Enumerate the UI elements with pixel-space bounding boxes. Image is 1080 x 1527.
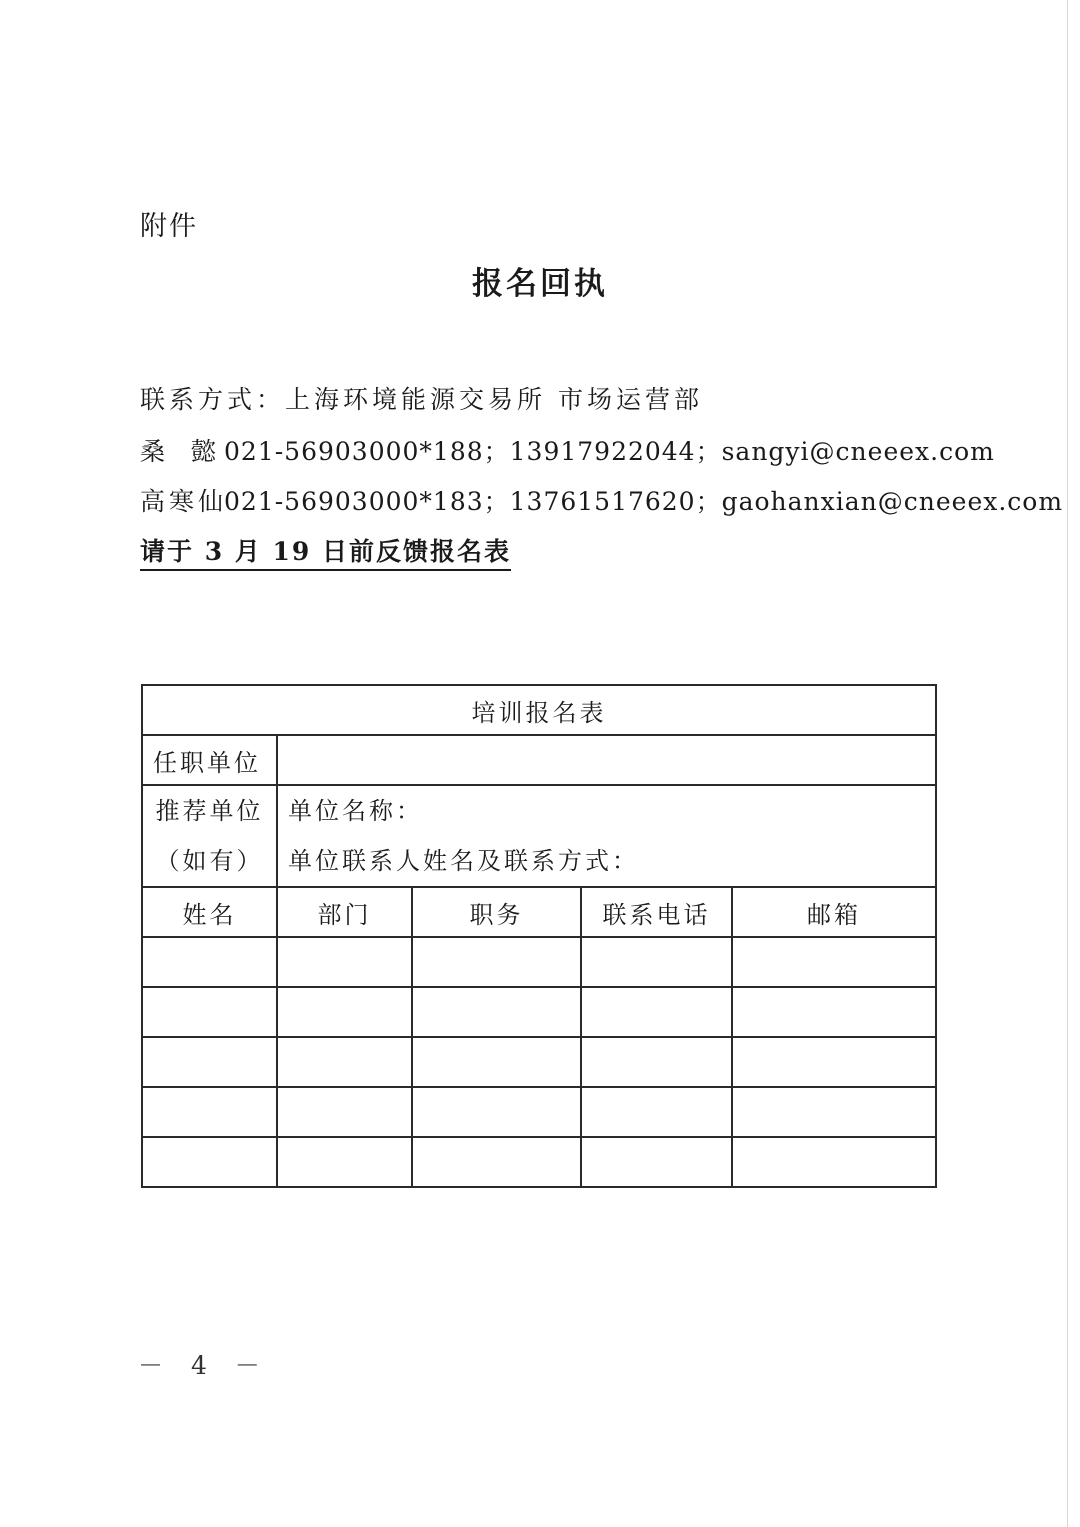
recommender-name-label: 单位名称：: [288, 797, 423, 825]
cell-department[interactable]: [277, 1037, 412, 1087]
cell-phone[interactable]: [581, 987, 732, 1037]
contact-person-name: 桑懿: [140, 437, 243, 466]
cell-position[interactable]: [412, 1137, 581, 1187]
cell-position[interactable]: [412, 1087, 581, 1137]
cell-name[interactable]: [142, 1087, 277, 1137]
column-header-department: 部门: [277, 887, 412, 937]
column-header-name: 姓名: [142, 887, 277, 937]
cell-email[interactable]: [732, 937, 936, 987]
cell-phone[interactable]: [581, 1087, 732, 1137]
table-row: [142, 987, 936, 1037]
cell-department[interactable]: [277, 987, 412, 1037]
cell-department[interactable]: [277, 937, 412, 987]
cell-name[interactable]: [142, 1137, 277, 1187]
cell-department[interactable]: [277, 1137, 412, 1187]
page-edge-line: [1067, 0, 1068, 1527]
contact-person-row: [140, 482, 1063, 518]
cell-position[interactable]: [412, 1037, 581, 1087]
recommender-label: [142, 785, 277, 887]
table-row: [142, 937, 936, 987]
cell-phone[interactable]: [581, 937, 732, 987]
form-title: 培训报名表: [142, 685, 936, 735]
document-title: 报名回执: [472, 266, 608, 302]
contact-person-name: 高寒仙: [140, 487, 228, 516]
column-header-email: 邮箱: [732, 887, 936, 937]
employer-field[interactable]: [277, 735, 936, 785]
table-row: [142, 1087, 936, 1137]
cell-position[interactable]: [412, 937, 581, 987]
recommender-label-line2: （如有）: [155, 847, 264, 875]
table-row: [142, 1137, 936, 1187]
recommender-contact-label: 单位联系人姓名及联系方式：: [288, 847, 639, 875]
page-number: － 4 －: [138, 1351, 270, 1380]
cell-email[interactable]: [732, 1087, 936, 1137]
contact-header: 联系方式：上海环境能源交易所 市场运营部: [140, 385, 703, 414]
registration-form-table: [141, 684, 937, 1188]
table-row: [142, 1037, 936, 1087]
contact-person-row: [140, 432, 995, 468]
cell-name[interactable]: [142, 1037, 277, 1087]
recommender-label-line1: 推荐单位: [155, 797, 264, 825]
cell-position[interactable]: [412, 987, 581, 1037]
employer-label: 任职单位: [142, 735, 277, 785]
cell-email[interactable]: [732, 1137, 936, 1187]
cell-name[interactable]: [142, 987, 277, 1037]
cell-email[interactable]: [732, 1037, 936, 1087]
contact-person-details: 021-56903000*183；13761517620；gaohanxian@cneeex.com: [224, 487, 1064, 516]
cell-phone[interactable]: [581, 1137, 732, 1187]
contact-person-details: 021-56903000*188；13917922044；sangyi@cneeex.com: [224, 437, 995, 466]
deadline-note: 请于 3 月 19 日前反馈报名表: [140, 532, 511, 571]
cell-department[interactable]: [277, 1087, 412, 1137]
cell-phone[interactable]: [581, 1037, 732, 1087]
cell-name[interactable]: [142, 937, 277, 987]
recommender-field[interactable]: [277, 785, 936, 887]
attachment-label: 附件: [140, 211, 198, 242]
column-header-phone: 联系电话: [581, 887, 732, 937]
cell-email[interactable]: [732, 987, 936, 1037]
column-header-position: 职务: [412, 887, 581, 937]
column-header-row: [142, 887, 936, 937]
